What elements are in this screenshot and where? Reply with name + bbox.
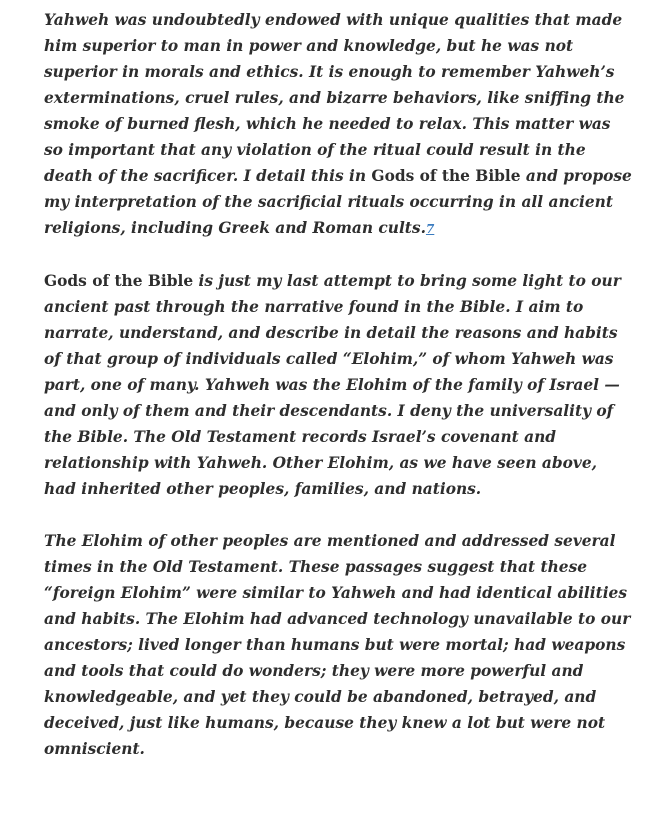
paragraph-1 [44,7,634,242]
footnote-link[interactable]: 7 [425,222,435,236]
paragraph-3 [44,528,634,762]
article-body [44,7,634,788]
paragraph-1-text-b: and propose my interpretation of the sacrificial rituals occurring in all ancient religions, including Greek and Roman cults. [44,167,632,237]
paragraph-2 [44,268,634,502]
paragraph-2-text: is just my last attempt to bring some light to our ancient past through the narrative found in the Bible. I aim to narrate, understand, and describe in detail the reasons and habits of that group of individuals called “Elohim,” of whom Yahweh was part, one of many. Yahweh was the Elohim of the family of Israel — and only of them and their descendants. I deny the universality of the Bible. The Old Testament records Israel’s covenant and relationship with Yahweh. Other Elohim, as we have seen above, had inherited other peoples, families, and nations. [44,272,621,498]
paragraph-3-text: The Elohim of other peoples are mentioned and addressed several times in the Old Testament. These passages suggest that these “foreign Elohim” were similar to Yahweh and had identical abilities and habits. The Elohim had advanced technology unavailable to our ancestors; lived longer than humans but were mortal; had weapons and tools that could do wonders; they were more powerful and knowledgeable, and yet they could be abandoned, betrayed, and deceived, just like humans, because they knew a lot but were not omniscient. [44,532,631,758]
book-title: Gods of the Bible [44,272,194,290]
book-title: Gods of the Bible [371,167,521,185]
paragraph-1-text-a: Yahweh was undoubtedly endowed with unique qualities that made him superior to man in power and knowledge, but he was not superior in morals and ethics. It is enough to remember Yahweh’s exterminations, cruel rules, and bizarre behaviors, like sniffing the smoke of burned flesh, which he needed to relax. This matter was so important that any violation of the ritual could result in the death of the sacrificer. I detail this in [44,11,625,185]
